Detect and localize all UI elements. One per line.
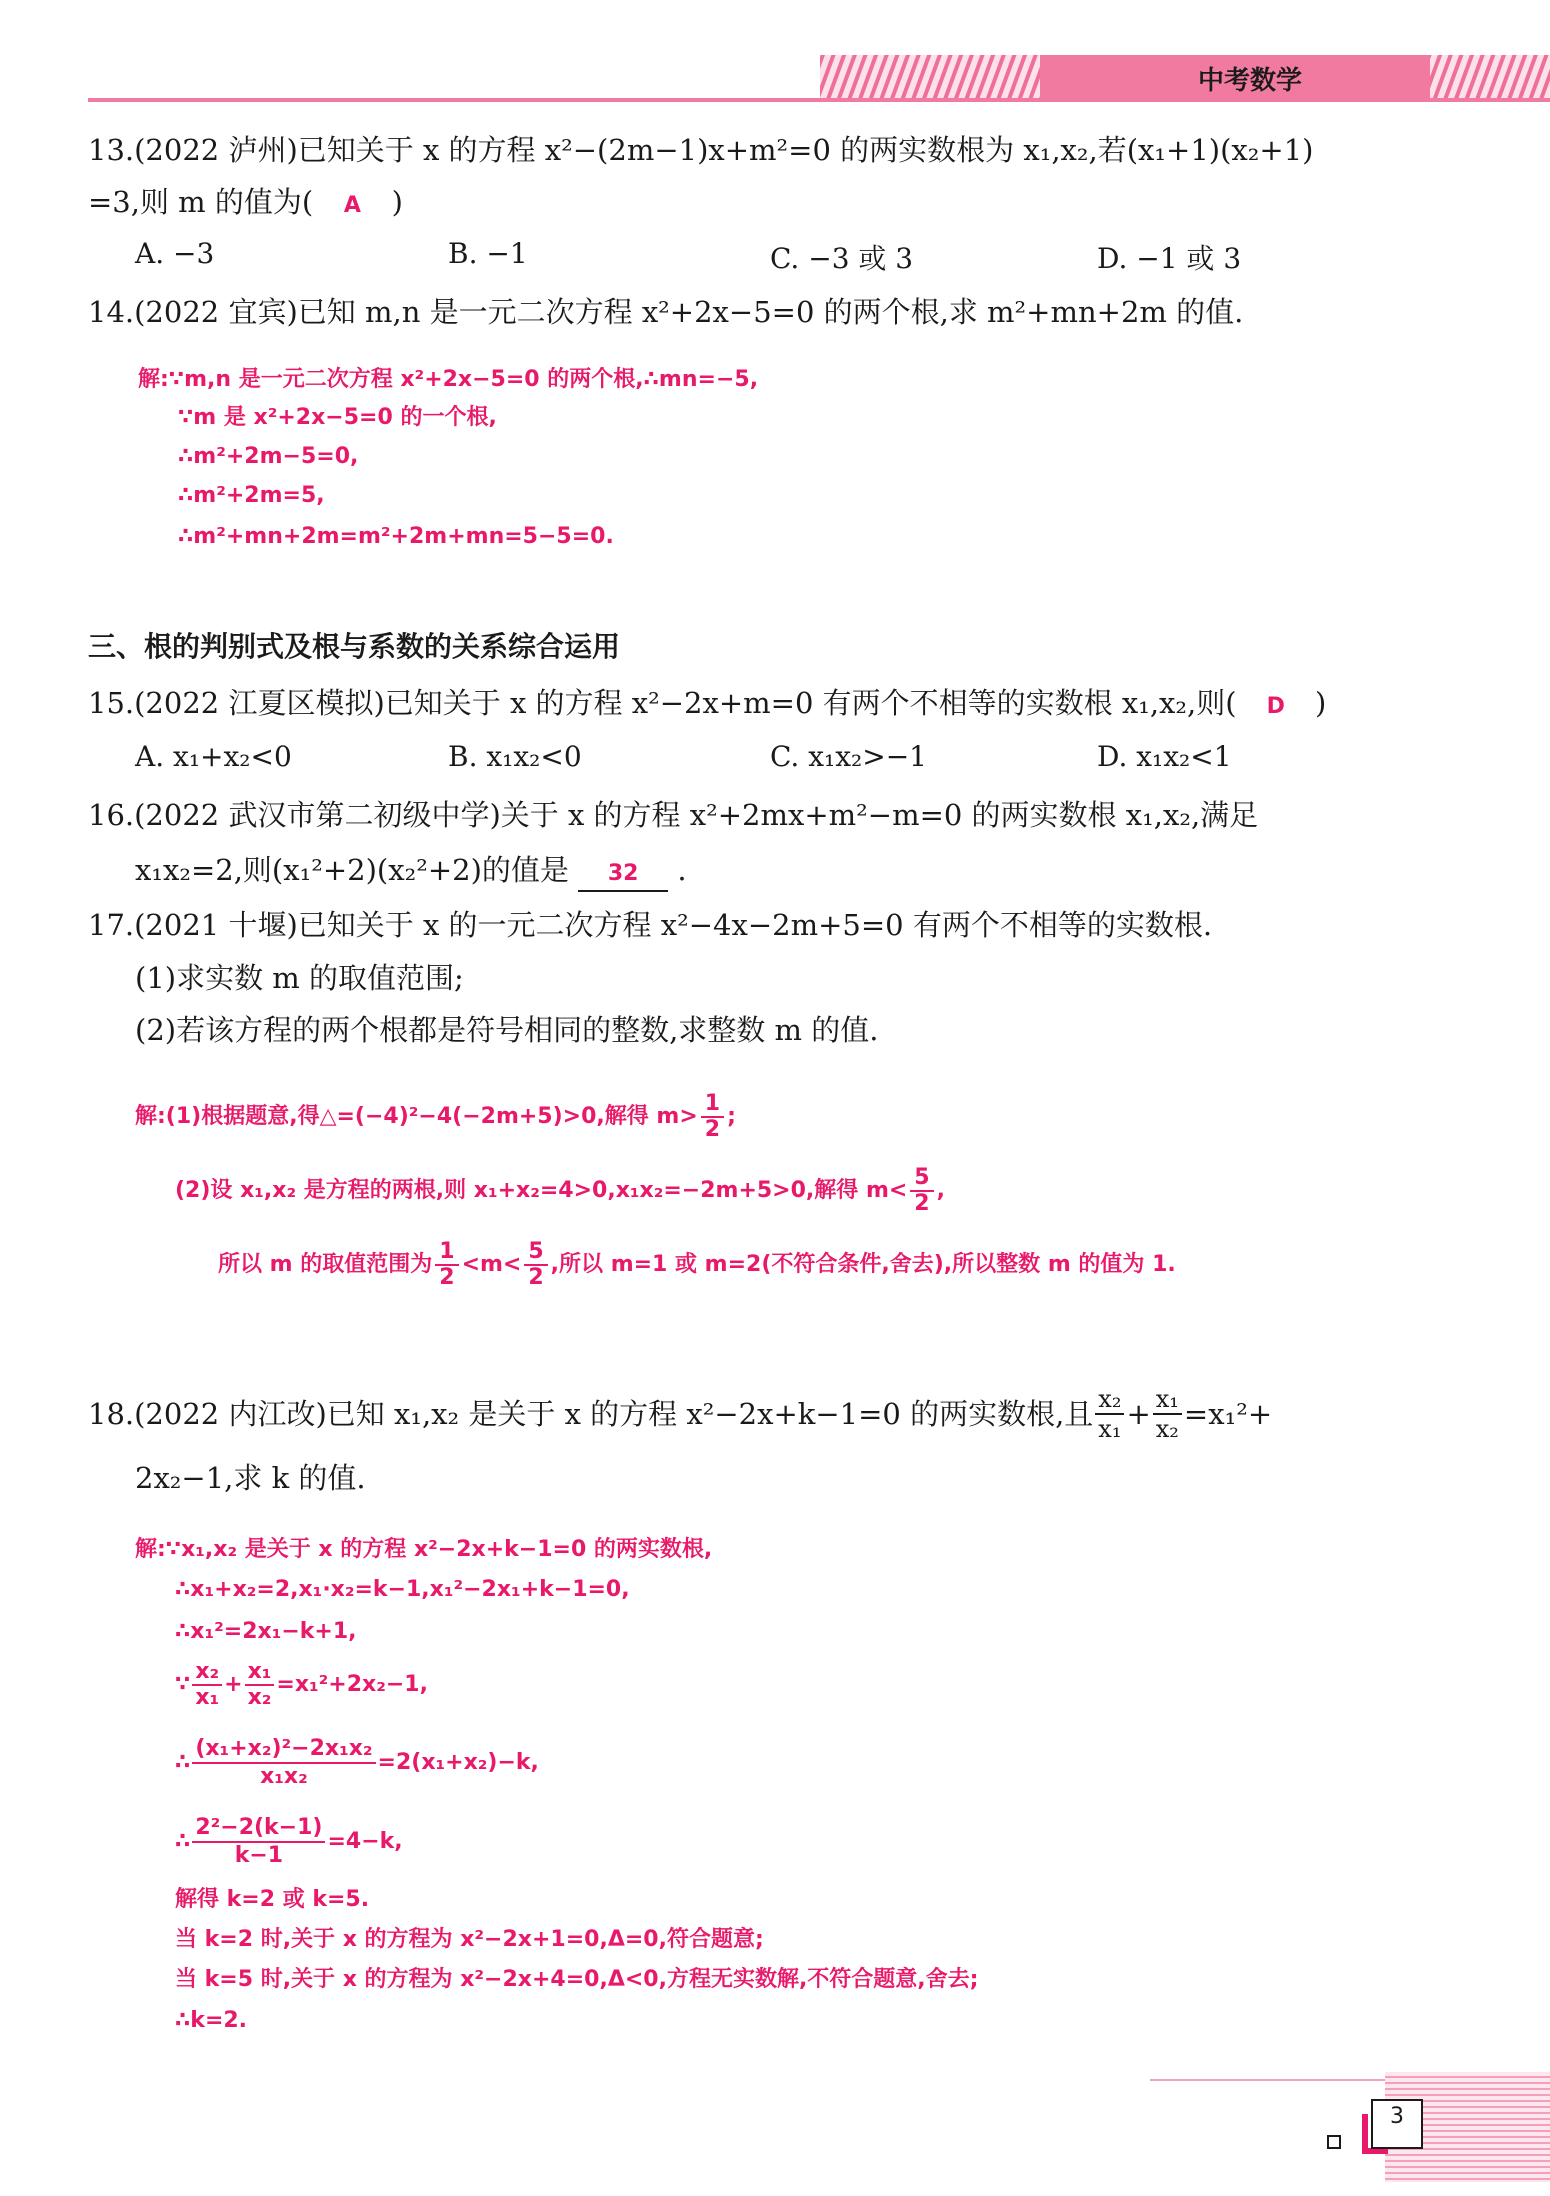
solution-text: ∵ (175, 1672, 191, 1697)
fraction (524, 1240, 547, 1290)
fraction-numerator: (x₁+x₂)²−2x₁x₂ (192, 1736, 375, 1764)
solution-18-line: 当 k=5 时,关于 x 的方程为 x²−2x+4=0,Δ<0,方程无实数解,不符合题意,舍去; (175, 1967, 979, 1992)
fraction-denominator: 2 (914, 1191, 930, 1216)
solution-text: <m< (461, 1252, 522, 1277)
fraction (1095, 1385, 1124, 1443)
fraction-denominator: 2 (439, 1265, 455, 1290)
solution-text: =4−k, (327, 1829, 403, 1854)
solution-text: ,所以 m=1 或 m=2(不符合条件,舍去),所以整数 m 的值为 1. (550, 1252, 1176, 1277)
question-16-line1: 16.(2022 武汉市第二初级中学)关于 x 的方程 x²+2mx+m²−m=0 的两实数根 x₁,x₂,满足 (88, 798, 1259, 832)
solution-18-line: ∴x₁²=2x₁−k+1, (175, 1619, 357, 1644)
solution-text: ; (727, 1104, 736, 1129)
fraction-numerator: 5 (524, 1240, 547, 1266)
fraction-numerator: x₂ (192, 1660, 222, 1686)
question-18-line1 (88, 1385, 1272, 1443)
fraction (701, 1092, 724, 1142)
solution-14-line: ∴m²+2m=5, (178, 483, 325, 508)
solution-18-line: 当 k=2 时,关于 x 的方程为 x²−2x+1=0,Δ=0,符合题意; (175, 1927, 764, 1952)
option-d: D. x₁x₂<1 (1097, 740, 1232, 773)
solution-17-line2 (175, 1166, 945, 1216)
fraction-denominator: x₁ (1098, 1415, 1122, 1443)
solution-text: (2)设 x₁,x₂ 是方程的两根,则 x₁+x₂=4>0,x₁x₂=−2m+5>0,解得 m< (175, 1178, 908, 1203)
fraction (1153, 1385, 1182, 1443)
page-number: 3 (1390, 2104, 1404, 2129)
solution-18-line: ∴k=2. (175, 2008, 248, 2033)
fraction (245, 1660, 275, 1710)
question-18-stem-end: =x₁²+ (1183, 1397, 1273, 1431)
question-15 (88, 683, 1326, 727)
option-c: C. −3 或 3 (770, 242, 914, 275)
solution-18-line: 解得 k=2 或 k=5. (175, 1887, 370, 1912)
solution-18-line5 (175, 1736, 539, 1790)
fraction-numerator: 2²−2(k−1) (192, 1815, 325, 1843)
solution-18-line4 (175, 1660, 428, 1710)
question-18-stem: 18.(2022 内江改)已知 x₁,x₂ 是关于 x 的方程 x²−2x+k−1=0 的两实数根,且 (88, 1397, 1094, 1431)
option-a: A. x₁+x₂<0 (135, 740, 292, 773)
section-title: 三、根的判别式及根与系数的关系综合运用 (88, 630, 621, 663)
question-13-stem-end: =3,则 m 的值为( (88, 185, 314, 219)
footer-decoration (1150, 2070, 1550, 2196)
solution-18-line: 解:∵x₁,x₂ 是关于 x 的方程 x²−2x+k−1=0 的两实数根, (135, 1537, 713, 1562)
option-a: A. −3 (135, 237, 215, 270)
solution-18-line: ∴x₁+x₂=2,x₁·x₂=k−1,x₁²−2x₁+k−1=0, (175, 1577, 630, 1602)
fraction-denominator: x₁ (195, 1685, 220, 1710)
question-16-period: . (677, 853, 687, 887)
option-c: C. x₁x₂>−1 (770, 740, 927, 773)
fraction-denominator: k−1 (234, 1843, 284, 1868)
fraction (192, 1815, 325, 1869)
header-title: 中考数学 (1197, 66, 1302, 96)
solution-text: 解:(1)根据题意,得△=(−4)²−4(−2m+5)>0,解得 m> (135, 1104, 698, 1129)
question-17: 17.(2021 十堰)已知关于 x 的一元二次方程 x²−4x−2m+5=0 有两个不相等的实数根. (88, 908, 1213, 942)
question-17-part1: (1)求实数 m 的取值范围; (135, 961, 464, 995)
fraction-numerator: x₁ (245, 1660, 275, 1686)
fraction-denominator: x₁x₂ (260, 1764, 308, 1789)
fraction-denominator: x₂ (1155, 1415, 1179, 1443)
question-16-answer-blank: 32 (578, 858, 668, 892)
fraction (910, 1166, 933, 1216)
question-15-answer: D (1266, 694, 1285, 719)
fraction-numerator: 1 (701, 1092, 724, 1118)
solution-18-line6 (175, 1815, 403, 1869)
question-13-line1: 13.(2022 泸州)已知关于 x 的方程 x²−(2m−1)x+m²=0 的两实数根为 x₁,x₂,若(x₁+1)(x₂+1) (88, 133, 1314, 167)
fraction (435, 1240, 458, 1290)
plus-sign: + (1126, 1397, 1151, 1431)
solution-14-line: ∴m²+2m−5=0, (178, 444, 359, 469)
question-15-stem: 15.(2022 江夏区模拟)已知关于 x 的方程 x²−2x+m=0 有两个不相等的实数根 x₁,x₂,则( (88, 686, 1237, 720)
question-13-line2 (88, 182, 403, 226)
question-13-answer: A (343, 193, 361, 218)
solution-text: ∴ (175, 1829, 191, 1854)
question-14: 14.(2022 宜宾)已知 m,n 是一元二次方程 x²+2x−5=0 的两个根,求 m²+mn+2m 的值. (88, 295, 1244, 329)
fraction (192, 1660, 222, 1710)
fraction-denominator: 2 (528, 1265, 544, 1290)
fraction-denominator: 2 (704, 1117, 721, 1142)
fraction (192, 1736, 375, 1790)
solution-text: =x₁²+2x₂−1, (276, 1672, 428, 1697)
solution-text: , (936, 1178, 945, 1203)
question-16-line2 (135, 850, 687, 892)
question-13-paren: ) (391, 185, 403, 219)
solution-14-line: ∵m 是 x²+2x−5=0 的一个根, (178, 405, 497, 430)
fraction-numerator: 1 (435, 1240, 458, 1266)
solution-14-line: ∴m²+mn+2m=m²+2m+mn=5−5=0. (178, 524, 614, 549)
solution-text: =2(x₁+x₂)−k, (377, 1750, 539, 1775)
question-16-stem: x₁x₂=2,则(x₁²+2)(x₂²+2)的值是 (135, 853, 569, 887)
solution-text: + (224, 1672, 243, 1697)
solution-text: 所以 m 的取值范围为 (218, 1252, 433, 1277)
solution-17-line1 (135, 1092, 736, 1142)
option-b: B. x₁x₂<0 (448, 740, 582, 773)
fraction-numerator: 5 (910, 1166, 933, 1192)
solution-text: ∴ (175, 1750, 191, 1775)
question-17-part2: (2)若该方程的两个根都是符号相同的整数,求整数 m 的值. (135, 1013, 879, 1047)
question-18-line2: 2x₂−1,求 k 的值. (135, 1461, 366, 1495)
fraction-numerator: x₂ (1095, 1385, 1124, 1415)
solution-14-line: 解:∵m,n 是一元二次方程 x²+2x−5=0 的两个根,∴mn=−5, (138, 367, 759, 392)
option-b: B. −1 (448, 237, 528, 270)
solution-17-line3 (218, 1240, 1176, 1290)
fraction-denominator: x₂ (247, 1685, 272, 1710)
question-15-paren: ) (1315, 686, 1327, 720)
option-d: D. −1 或 3 (1097, 242, 1242, 275)
fraction-numerator: x₁ (1153, 1385, 1182, 1415)
